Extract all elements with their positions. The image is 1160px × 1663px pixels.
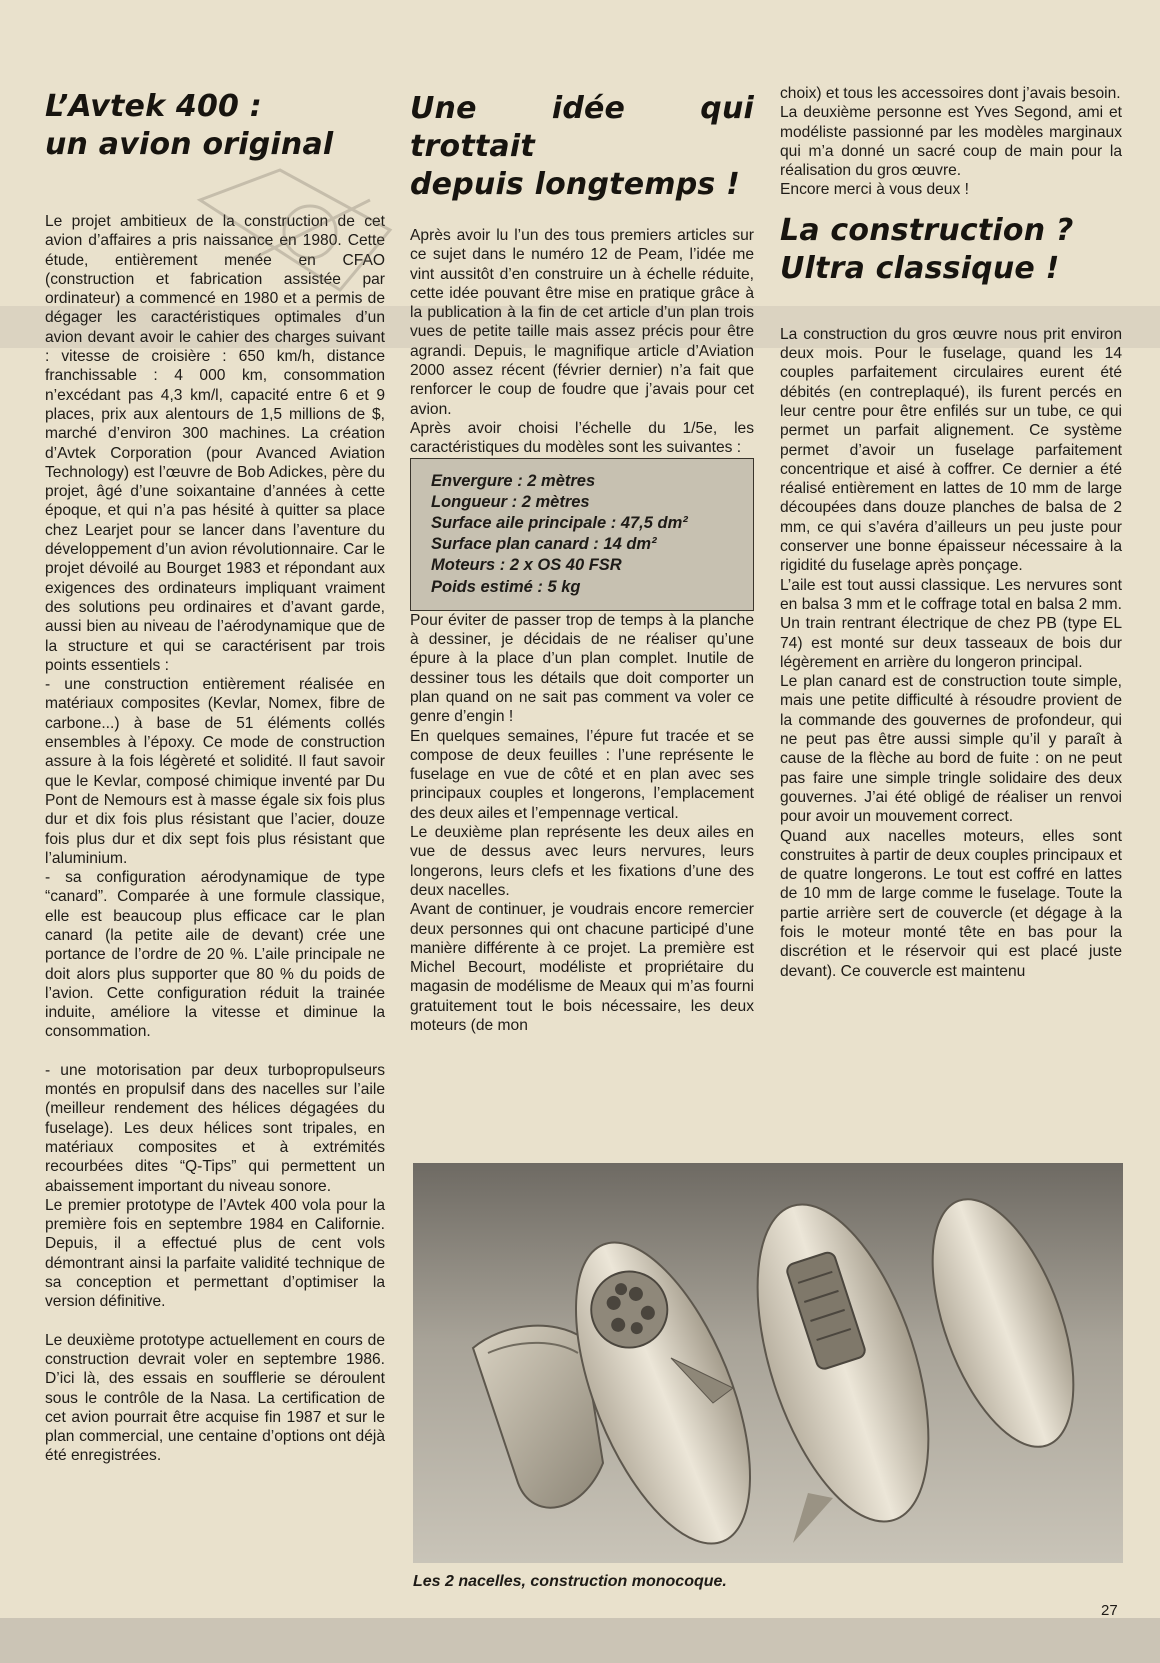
- paragraph: Le deuxième plan représente les deux ailes en vue de dessus avec leurs nervures, leurs longerons, leurs clefs et les fixations d’une des deux nacelles.: [410, 824, 754, 899]
- spec-line: Longueur : 2 mètres: [431, 492, 590, 511]
- paragraph: La deuxième personne est Yves Segond, ami et modéliste passionné par les modèles marginaux qui m’a donné un sacré coup de main pour la réalisation du gros œuvre.: [780, 104, 1122, 180]
- paragraph: Le plan canard est de construction toute simple, mais une petite difficulté à résoudre provient de la commande des gouvernes de profondeur, qui ne peut pas être aussi simple qu’il y paraît à cause de la flèche au bord de fuite : on ne peut pas faire une simple tringle solidaire des deux gouvernes. J’ai été obligé de réaliser un renvoi pour avoir un mouvement correct.: [780, 673, 1122, 826]
- paragraph: Pour éviter de passer trop de temps à la planche à dessiner, je décidais de ne réaliser qu’une épure à la place d’un plan complet. Inutile de dessiner tous les détails que doit comporter un plan quand on ne sait pas comment va voler ce genre d’engin !: [410, 611, 754, 726]
- photo-caption: Les 2 nacelles, construction monocoque.: [413, 1573, 727, 1590]
- paragraph: Quand aux nacelles moteurs, elles sont construites à partir de deux couples principaux et de quatre longerons. Le tout est coffré en lattes de 10 mm de large comme le fuselage. Toute la partie arrière sert de couvercle (et dégage à la fois le moteur monté tête en bas pour la discrétion et le réservoir qui est placé juste devant). Ce couvercle est maintenu: [780, 827, 1122, 980]
- section-title-avtek: L’Avtek 400 : un avion original: [45, 89, 334, 162]
- column-3: [780, 84, 1122, 981]
- paragraph: choix) et tous les accessoires dont j’avais besoin.: [780, 85, 1121, 102]
- footer-band: [0, 1618, 1160, 1663]
- paragraph: Le premier prototype de l’Avtek 400 vola pour la première fois en septembre 1984 en Californie. Depuis, il a effectué plus de cent vols démontrant ainsi la parfaite validité technique de sa conception et permettant d’optimiser la version définitive.: [45, 1196, 385, 1311]
- specifications-box: [410, 458, 754, 611]
- paragraph: - une motorisation par deux turbopropulseurs montés en propulsif dans des nacelles sur l’aile (meilleur rendement des hélices dégagées du fuselage). Les deux hélices sont tripales, en matériaux composites et à extrémités recourbées dites “Q-Tips” qui permettent un abaissement important du niveau sonore.: [45, 1061, 385, 1195]
- paragraph: En quelques semaines, l’épure fut tracée et se compose de deux feuilles : l’une représente le fuselage en vue de côté et en plan avec ses principaux couples et longerons, l’emplacement des deux ailes et l’empennage vertical.: [410, 727, 754, 822]
- paragraph: Après avoir lu l’un des tous premiers articles sur ce sujet dans le numéro 12 de Peam, l’idée me vint aussitôt d’en construire un à échelle réduite, cette idée pouvant être mise en pratique grâce à la publication à la fin de cet article d’un plan trois vues de petite taille mais assez précis pour être agrandi. Depuis, le magnifique article d’Aviation 2000 assez récent (février dernier) n’a fait que renforcer le coup de foudre que j’avais pour cet avion.: [410, 227, 754, 418]
- paragraph: Après avoir choisi l’échelle du 1/5e, les caractéristiques du modèles sont les suivantes :: [410, 419, 754, 457]
- spec-line: Moteurs : 2 x OS 40 FSR: [431, 556, 622, 575]
- paragraph: L’aile est tout aussi classique. Les nervures sont en balsa 3 mm et le coffrage total en balsa 2 mm. Un train rentrant électrique de chez PB (type EL 74) est monté sur deux tasseaux de bois dur légèrement en arrière du longeron principal.: [780, 576, 1122, 671]
- photo-nacelles: [413, 1163, 1123, 1563]
- spec-line: Envergure : 2 mètres: [431, 471, 596, 490]
- paragraph: La construction du gros œuvre nous prit environ deux mois. Pour le fuselage, quand les 14 couples parfaitement circulaires eurent été débités (en contreplaqué), ils furent percés en leur centre pour être enfilés sur un tube, ce qui permet un parfait alignement. Ce système permet d’avoir un fuselage parfaitement concentrique et aisé à coffrer. Ce dernier a été réalisé entièrement en lattes de 10 mm de large découpées dans douze planches de balsa de 2 mm, ce qui s’avéra d’ailleurs un peu juste pour conserver une bonne épaisseur nécessaire à la rigidité du fuselage après ponçage.: [780, 325, 1122, 575]
- watermark-stamp: [190, 160, 420, 300]
- section-title-construction: La construction ? Ultra classique !: [780, 212, 1074, 286]
- paragraph: Le deuxième prototype actuellement en cours de construction devrait voler en septembre 1986. D’ici là, des essais en soufflerie se déroulent sous le contrôle de la Nasa. La certification de cet avion pourrait être acquise fin 1987 et sur le plan commercial, une centaine d’options ont déjà été enregistrées.: [45, 1331, 385, 1465]
- column-2: [410, 86, 754, 1035]
- spec-line: Surface plan canard : 14 dm²: [431, 535, 657, 554]
- section-title-idee: Une idée qui trottait depuis longtemps !: [410, 91, 754, 202]
- spec-line: Poids estimé : 5 kg: [431, 577, 581, 596]
- paragraph: Le projet ambitieux de la construction de cet avion d’affaires a pris naissance en 1980. Cette étude, entièrement menée en CFAO (construction et fabrication assistée par ordinateur) a commencé en 1980 et a permis de dégager les caractéristiques optimales d’un avion devant avoir le cahier des charges suivant : vitesse de croisière : 650 km/h, distance franchissable : 4 000 km, consommation n’excédant pas 4,3 km/l, capacité entre 6 et 9 places, prix aux alentours de 1,5 millions de $, marché d’environ 300 machines. La création d’Avtek Corporation (pour Avanced Aviation Technology) est l’œuvre de Bob Adickes, père du projet, âgé d’une soixantaine d’années à cette époque, et qui n’a pas hésité à quitter sa place chez Learjet pour se lancer dans l’aventure du développement d’un avion révolutionnaire. Car le projet dévoilé au Bourget 1983 et répondant aux exigences des ordinateurs impliquant vraiment des solutions peu ordinaires et d’avant garde, aussi bien au niveau de l’aérodynamique que de la structure et qui se caractérisent par trois points essentiels :: [45, 213, 385, 674]
- spec-line: Surface aile principale : 47,5 dm²: [431, 513, 688, 532]
- paragraph: - une construction entièrement réalisée en matériaux composites (Kevlar, Nomex, fibre de carbone...) à base de 51 éléments collés ensembles à l’époxy. Ce mode de construction assure à la fois légèreté et solidité. Il faut savoir que le Kevlar, composé chimique inventé par Du Pont de Nemours est à masse égale six fois plus dur et dix fois plus résistant que l’acier, douze fois plus dur et dix sept fois plus résistant que l’aluminium.: [45, 676, 385, 867]
- paragraph: Encore merci à vous deux !: [780, 181, 969, 199]
- paragraph: Avant de continuer, je voudrais encore remercier deux personnes qui ont chacune participé d’une manière différente à ce projet. La première est Michel Becourt, modéliste et propriétaire du magasin de modélisme de Meaux qui m’as fourni gratuitement tout le bois nécessaire, les deux moteurs (de mon: [410, 901, 754, 1035]
- paragraph: - sa configuration aérodynamique de type “canard”. Comparée à une formule classique, elle est beaucoup plus efficace car le plan canard (la petite aile de devant) crée une portance de l’ordre de 20 %. L’aile principale ne doit alors plus supporter que 80 % du poids de l’avion. Cette configuration réduit la trainée induite, améliore la vitesse et diminue la consommation.: [45, 869, 385, 1041]
- photo-illustration: [413, 1163, 1123, 1563]
- page-number: 27: [1101, 1602, 1118, 1619]
